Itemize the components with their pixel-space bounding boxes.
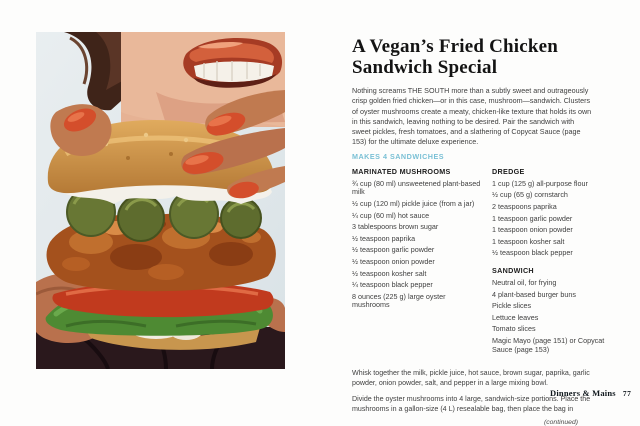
- ingredient-item: 1 teaspoon kosher salt: [492, 236, 565, 246]
- continued-label: (continued): [543, 419, 578, 426]
- ingredient-item: ½ cup (120 ml) pickle juice (from a jar): [352, 198, 475, 208]
- ingredient-group-heading: MARINATED MUSHROOMS: [352, 166, 451, 176]
- ingredients-column-right: [492, 167, 606, 362]
- page-footer: [550, 388, 631, 398]
- ingredient-item: ¾ cup (80 ml) unsweetened plant-based milk: [352, 178, 481, 197]
- recipe-title: [352, 36, 608, 78]
- ingredient-item: Pickle slices: [492, 301, 532, 311]
- ingredient-group-heading: DREDGE: [492, 166, 525, 176]
- ingredient-group-heading: SANDWICH: [492, 265, 534, 275]
- ingredient-item: ½ cup (65 g) cornstarch: [492, 190, 568, 200]
- recipe-yield: MAKES 4 SANDWICHES: [352, 151, 445, 161]
- footer-page-number: 77: [622, 389, 632, 398]
- ingredients-columns: [352, 167, 608, 362]
- ingredient-list: [492, 279, 606, 354]
- recipe-title-line1: A Vegan’s Fried Chicken: [352, 36, 559, 57]
- footer-section-title: Dinners & Mains: [550, 388, 616, 398]
- ingredient-item: ½ teaspoon kosher salt: [352, 268, 427, 278]
- ingredient-item: 8 ounces (225 g) large oyster mushrooms: [352, 291, 446, 310]
- ingredient-item: ¼ cup (60 ml) hot sauce: [352, 210, 430, 220]
- ingredient-item: 1 teaspoon garlic powder: [492, 213, 573, 223]
- ingredient-item: Lettuce leaves: [492, 312, 539, 322]
- ingredient-group: [492, 167, 606, 258]
- ingredient-list: [492, 180, 606, 258]
- ingredient-item: 2 teaspoons paprika: [492, 201, 557, 211]
- instruction-paragraph: Divide the oyster mushrooms into 4 large, sandwich-size portions. Place the mushrooms in a gallon-size (4 L) resealable bag, then place the bag in: [352, 394, 591, 413]
- ingredient-group: [492, 266, 606, 354]
- sandwich-photo: [36, 32, 285, 369]
- ingredient-item: ½ teaspoon onion powder: [352, 256, 435, 266]
- ingredient-item: ½ teaspoon garlic powder: [352, 245, 435, 255]
- instruction-paragraph: Whisk together the milk, pickle juice, hot sauce, brown sugar, paprika, garlic powder, onion powder, salt, and pepper in a large mixing bowl.: [352, 369, 590, 388]
- ingredient-item: ½ teaspoon black pepper: [492, 248, 573, 258]
- ingredients-column-left: [352, 167, 484, 362]
- ingredient-group: [352, 167, 484, 310]
- ingredient-item: ½ teaspoon paprika: [352, 233, 416, 243]
- ingredient-item: 1 teaspoon onion powder: [492, 225, 573, 235]
- recipe-intro: Nothing screams THE SOUTH more than a subtly sweet and outrageously crisp golden fried chicken—or in this case, mushroom—sandwich. Clusters of oyster mushrooms create a meaty, chicken-like texture that holds its own in this sandwich, leaving nothing to be desired. Pair the sandwich with sweet pickles, fresh tomatoes, and a slathering of Copycat Sauce (page 153) for the ultimate deluxe experience.: [352, 86, 592, 147]
- ingredient-item: 4 plant-based burger buns: [492, 289, 576, 299]
- ingredient-item: 1 cup (125 g) all-purpose flour: [492, 178, 588, 188]
- ingredient-item: Magic Mayo (page 151) or Copycat Sauce (page 153): [492, 335, 605, 354]
- recipe-page: [352, 36, 608, 426]
- ingredient-item: 3 tablespoons brown sugar: [352, 222, 439, 232]
- ingredient-item: Tomato slices: [492, 324, 536, 334]
- recipe-title-line2: Sandwich Special: [352, 57, 498, 78]
- ingredient-list: [352, 180, 484, 310]
- ingredient-item: ¼ teaspoon black pepper: [352, 280, 433, 290]
- ingredient-item: Neutral oil, for frying: [492, 277, 557, 287]
